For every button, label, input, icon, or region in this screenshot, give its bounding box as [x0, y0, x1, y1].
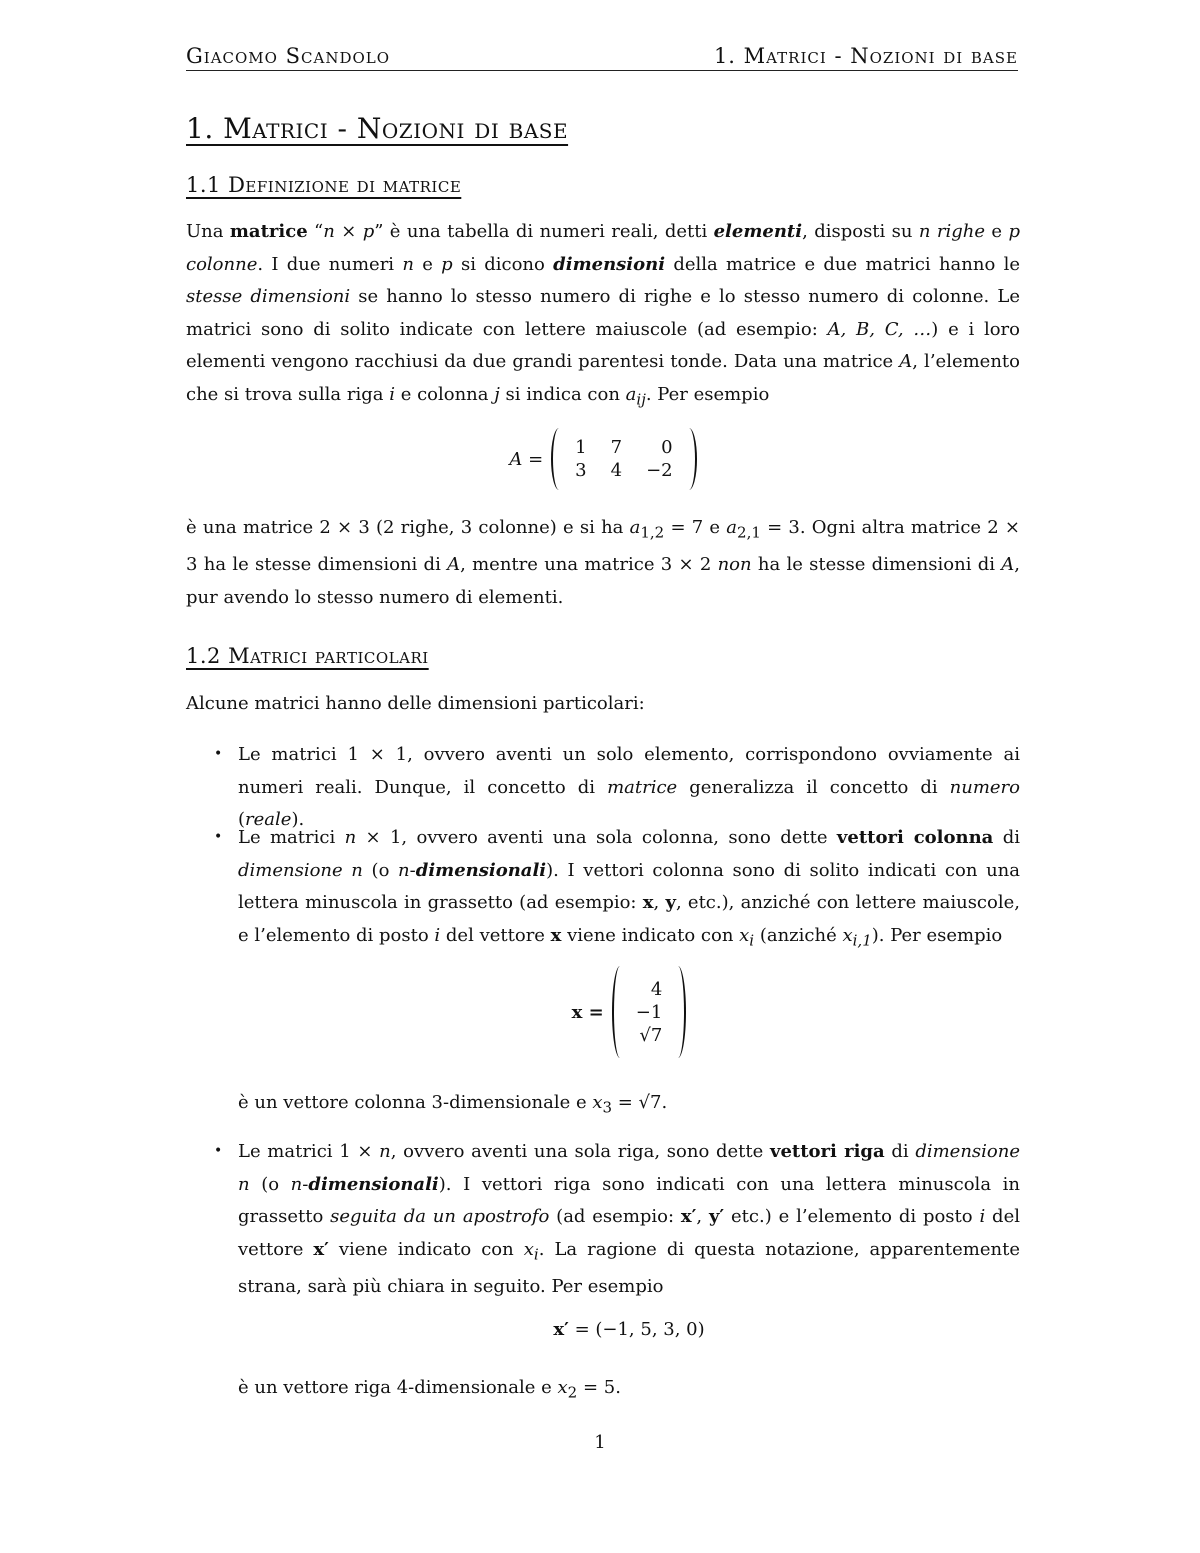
matrix-cell: −2 — [646, 460, 673, 481]
running-header — [186, 44, 1018, 71]
vector-x-remark: è un vettore colonna 3-dimensionale e $x_3 = √7$. — [238, 1092, 668, 1117]
vector-cell: 4 — [650, 978, 663, 1000]
list-item-1x1: Le matrici 1 × 1, ovvero aventi un solo elemento, corrispondono ovviamente ai numeri reali. Dunque, il concetto di matrice generalizza il concetto di numero (reale). — [238, 744, 1020, 830]
matrix-cell: 3 — [575, 460, 587, 481]
left-paren — [612, 966, 628, 1058]
bullet-marker: • — [214, 1143, 223, 1159]
bullet-marker: • — [214, 746, 223, 762]
matrix-cell: 0 — [661, 437, 673, 458]
right-paren — [670, 966, 686, 1058]
vector-label: x = — [571, 1001, 604, 1023]
paragraph-intro: Alcune matrici hanno delle dimensioni particolari: — [186, 693, 645, 714]
matrix-cell: 7 — [610, 437, 623, 458]
matrix-cell: 4 — [610, 460, 623, 481]
page-number: 1 — [594, 1432, 606, 1453]
row-vector-remark: è un vettore riga 4-dimensionale e $x_2 = 5$. — [238, 1377, 621, 1402]
row-vector-value: = (−1, 5, 3, 0) — [568, 1319, 705, 1340]
list-item-column-vectors: Le matrici n × 1, ovvero aventi una sola colonna, sono dette vettori colonna di dimensione n (o n-dimensionali). I vettori colonna sono di solito indicati con una lettera minuscola in grassetto (ad esempio: x, y, etc.), anziché con lettere maiuscole, e l’elemento di posto i del vettore x viene indicato con $x_i$ (anziché $x_{i,1}$). Per esempio — [238, 827, 1021, 950]
matrix-cell: 1 — [575, 437, 587, 458]
matrix-A-equation — [186, 428, 1020, 490]
vector-x-equation — [238, 966, 1020, 1058]
chapter-title: 1. Matrici - Nozioni di base — [186, 112, 569, 145]
vector-cell: −1 — [635, 1001, 663, 1023]
vector-x-grid — [636, 979, 663, 1046]
section-heading-1-1: 1.1 Definizione di matrice — [186, 173, 462, 197]
list-item-row-vectors: Le matrici 1 × n, ovvero aventi una sola riga, sono dette vettori riga di dimensione n (o n-dimensionali). I vettori riga sono indicati con una lettera minuscola in grassetto seguita da un apostrofo (ad esempio: x′, y′ etc.) e l’elemento di posto i del vettore x′ viene indicato con $x_i$. La ragione di questa notazione, apparentemente strana, sarà più chiara in seguito. Per esempio — [238, 1141, 1021, 1297]
header-author: Giacomo Scandolo — [186, 44, 391, 68]
vector-cell: √7 — [639, 1024, 663, 1046]
left-paren — [551, 428, 567, 490]
row-vector-label: x′ — [553, 1319, 569, 1340]
header-chapter: 1. Matrici - Nozioni di base — [713, 44, 1018, 68]
paragraph-matrix-example: è una matrice 2 × 3 (2 righe, 3 colonne) e si ha $a_{1,2} = 7$ e $a_{2,1} = 3$. Ogni altra matrice 2 × 3 ha le stesse dimensioni di A, mentre una matrice 3 × 2 non ha le stesse dimensioni di A, pur avendo lo stesso numero di elementi. — [186, 517, 1021, 608]
matrix-A-grid — [575, 437, 672, 481]
paragraph-definition: Una matrice “n × p” è una tabella di numeri reali, detti elementi, disposti su n righe e p colonne. I due numeri n e p si dicono dimensioni della matrice e due matrici hanno le stesse dimensioni se hanno lo stesso numero di righe e lo stesso numero di colonne. Le matrici sono di solito indicate con lettere maiuscole (ad esempio: A, B, C, …) e i loro elementi vengono racchiusi da due grandi parentesi tonde. Data una matrice A, l’elemento che si trova sulla riga i e colonna j si indica con $a_{ij}$. Per esempio — [186, 221, 1020, 409]
section-heading-1-2: 1.2 Matrici particolari — [186, 644, 429, 668]
bullet-marker: • — [214, 829, 223, 845]
right-paren — [681, 428, 697, 490]
row-vector-equation — [238, 1319, 1020, 1340]
matrix-label: A = — [509, 448, 544, 470]
